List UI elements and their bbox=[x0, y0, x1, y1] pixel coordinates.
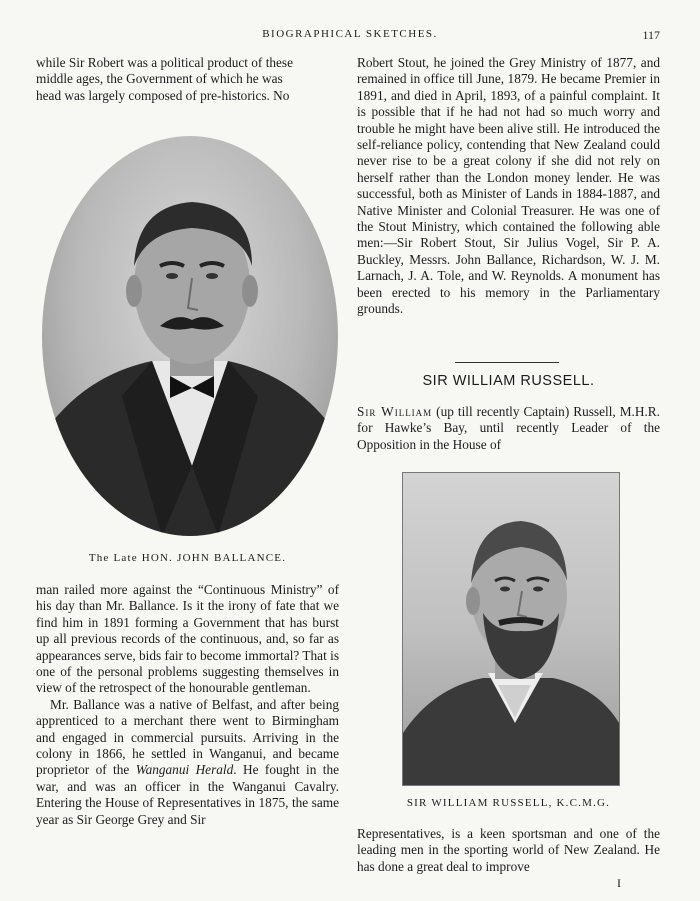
paragraph: Robert Stout, he joined the Grey Ministry of 1877, and remained in office till June, 1879. He became Premier in 1891, and died in April, 1893, of a painful complaint. It is possible that if he had not had so much worry and trouble he might have been alive still. He introduced the self-reliance policy, contending that New Zealand could never rise to be a great colony if she did not rely on herself rather than the London money lender. He was successful, both as Minister of Lands in 1884-1887, and Native Minister and Colonial Treasurer. He was one of the Stout Ministry, which contained the following able men:—Sir Robert Stout, Sir Julius Vogel, Sir P. A. Buckley, Messrs. John Ballance, Richardson, W. J. M. Larnach, J. A. Tole, and W. Reynolds. A monument has been erected to his memory in the Parliamentary grounds. bbox=[357, 55, 660, 317]
paragraph bbox=[36, 697, 339, 828]
newspaper-title: Wanganui Herald bbox=[135, 762, 234, 778]
left-column-top-text bbox=[36, 55, 339, 104]
paragraph: man railed more against the “Continuous Ministry” of his day than Mr. Ballance. Is it the irony of fate that we find him in 1891 forming a Government that has burst up all previous records of the continuous, and, so far as appearances serve, bids fair to become immortal? That is one of the personal problems suggesting themselves in view of the retrospect of the honourable gentleman. bbox=[36, 582, 339, 696]
portrait-john-ballance bbox=[42, 136, 338, 536]
page-number: 117 bbox=[642, 28, 660, 42]
portrait-drawing bbox=[42, 136, 338, 536]
paragraph: Representatives, is a keen sportsman and one of the leading men in the sporting world of New Zealand. He has done a great deal to improve bbox=[357, 826, 660, 874]
right-column-intro bbox=[357, 404, 660, 453]
portrait-william-russell bbox=[402, 472, 620, 786]
paragraph bbox=[357, 404, 660, 453]
left-column-body bbox=[36, 582, 339, 828]
paragraph-text: Mr. Ballance was a native of Belfast, and after being apprenticed to a merchant there went to Birmingham and engaged in commercial pursuits. Arriving in the colony in 1866, he settled in Wanganui, and became proprietor of the bbox=[36, 696, 339, 778]
page-header bbox=[0, 28, 700, 44]
section-divider bbox=[455, 362, 559, 363]
section-heading: SIR WILLIAM RUSSELL. bbox=[422, 373, 595, 389]
text-line: while Sir Robert was a political product of these bbox=[36, 55, 294, 70]
paragraph-text: (up till recently Captain) Russell, M.H.R. for Hawke’s Bay, until recently Leader of the Opposition in the House of bbox=[357, 404, 660, 452]
text-line: middle ages, the Government of which he was bbox=[36, 71, 283, 87]
intro-name: Sir William bbox=[357, 404, 433, 419]
portrait-caption-russell: SIR WILLIAM RUSSELL, K.C.M.G. bbox=[406, 797, 611, 809]
paragraph-text: . He fought in the war, and was an officer in the Wanganui Cavalry. Entering the House of Representatives in 1875, the same year as Sir George Grey and Sir bbox=[36, 762, 340, 827]
running-head: BIOGRAPHICAL SKETCHES. bbox=[262, 28, 438, 40]
signature-mark: I bbox=[617, 876, 621, 890]
text-line: head was largely composed of pre-historics. No bbox=[36, 87, 290, 103]
right-column-body bbox=[357, 55, 660, 318]
portrait-drawing bbox=[403, 473, 619, 785]
right-column-closing bbox=[357, 826, 660, 875]
portrait-caption-ballance: The Late HON. JOHN BALLANCE. bbox=[88, 552, 287, 564]
